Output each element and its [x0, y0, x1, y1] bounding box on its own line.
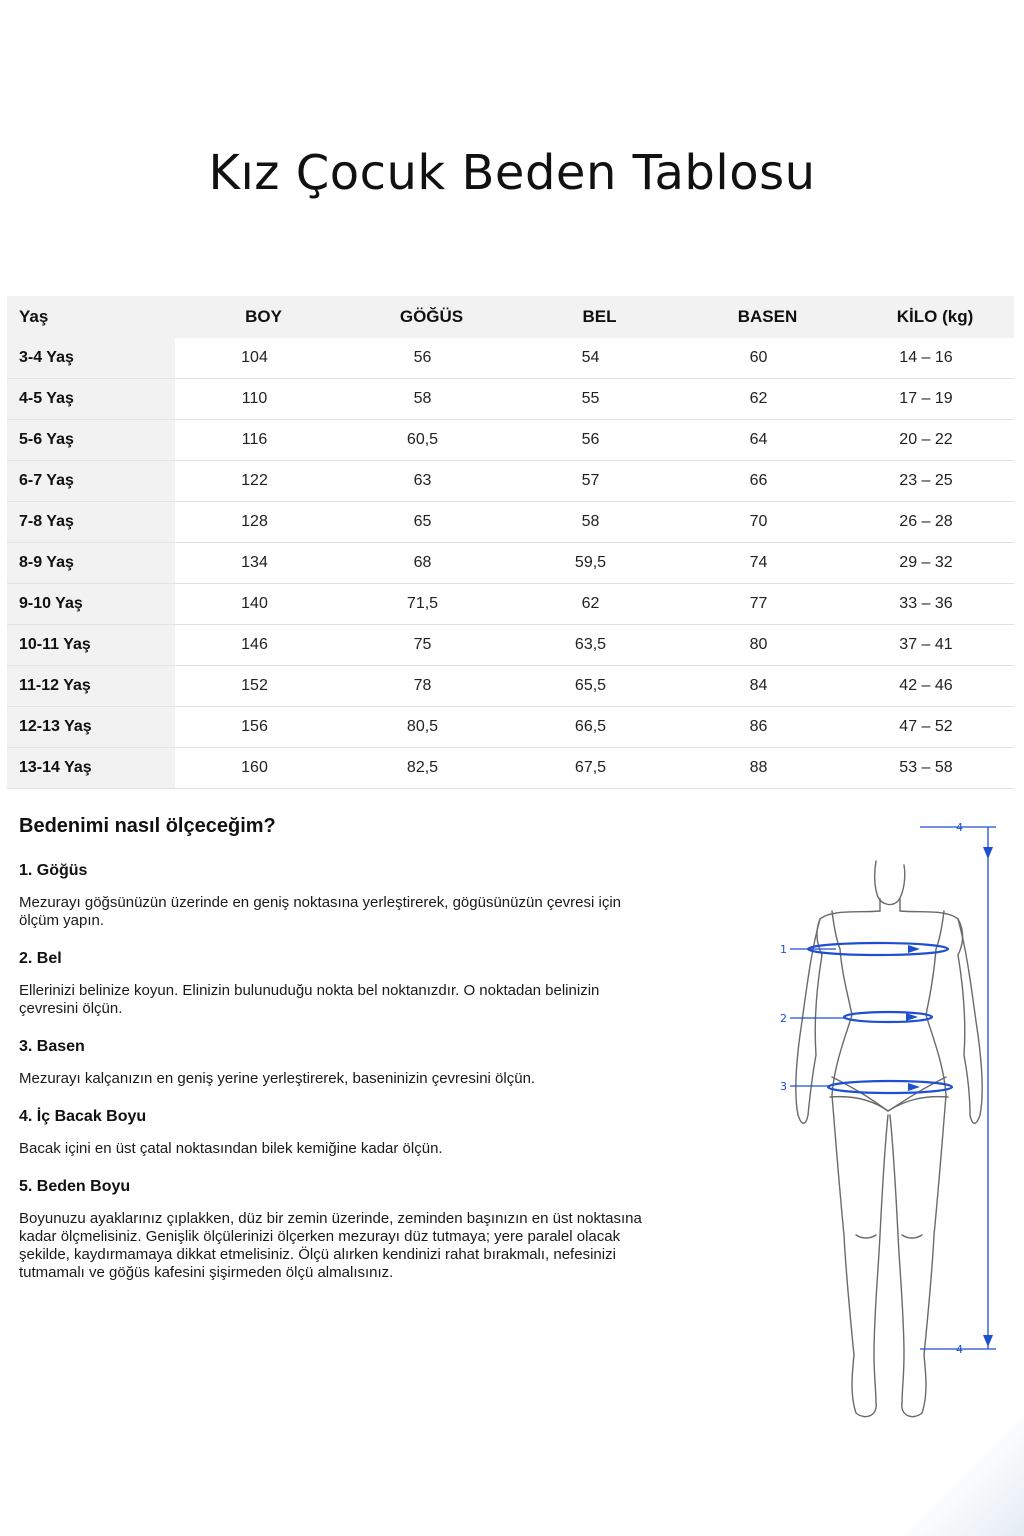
cell-age: 7-8 Yaş [7, 502, 175, 543]
cell-height: 140 [175, 584, 343, 625]
table-row [7, 707, 1014, 748]
cell-chest: 78 [343, 666, 511, 707]
table-row [7, 625, 1014, 666]
cell-weight: 29 – 32 [847, 543, 1014, 584]
cell-waist: 57 [511, 461, 679, 502]
table-row [7, 338, 1014, 379]
cell-age: 3-4 Yaş [7, 338, 175, 379]
cell-weight: 53 – 58 [847, 748, 1014, 789]
cell-waist: 67,5 [511, 748, 679, 789]
header-age: Yaş [7, 296, 175, 338]
table-row [7, 502, 1014, 543]
cell-hip: 74 [679, 543, 847, 584]
cell-waist: 55 [511, 379, 679, 420]
cell-hip: 80 [679, 625, 847, 666]
cell-age: 11-12 Yaş [7, 666, 175, 707]
guide-section-text: Mezurayı kalçanızın en geniş yerine yerleştirerek, baseninizin çevresini ölçün. [19, 1070, 536, 1087]
cell-chest: 65 [343, 502, 511, 543]
cell-hip: 60 [679, 338, 847, 379]
label-chest: 1 [780, 943, 787, 956]
table-row [7, 420, 1014, 461]
cell-height: 134 [175, 543, 343, 584]
cell-age: 13-14 Yaş [7, 748, 175, 789]
cell-waist: 66,5 [511, 707, 679, 748]
cell-waist: 62 [511, 584, 679, 625]
decorative-corner-shade [884, 1376, 1024, 1536]
chest-arrow-icon [908, 945, 920, 953]
cell-weight: 47 – 52 [847, 707, 1014, 748]
cell-hip: 70 [679, 502, 847, 543]
cell-waist: 65,5 [511, 666, 679, 707]
table-row [7, 461, 1014, 502]
cell-waist: 59,5 [511, 543, 679, 584]
cell-height: 146 [175, 625, 343, 666]
cell-height: 152 [175, 666, 343, 707]
header-chest: GÖĞÜS [343, 296, 511, 338]
cell-hip: 66 [679, 461, 847, 502]
guide-section-title: 2. Bel [19, 950, 62, 967]
figure-labels [780, 821, 963, 1356]
cell-height: 104 [175, 338, 343, 379]
header-waist: BEL [511, 296, 679, 338]
cell-age: 5-6 Yaş [7, 420, 175, 461]
hip-arrow-icon [908, 1083, 920, 1091]
guide-section-title: 5. Beden Boyu [19, 1178, 131, 1195]
label-waist: 2 [780, 1012, 787, 1025]
cell-height: 156 [175, 707, 343, 748]
cell-hip: 86 [679, 707, 847, 748]
label-hip: 3 [780, 1080, 787, 1093]
cell-chest: 68 [343, 543, 511, 584]
cell-age: 6-7 Yaş [7, 461, 175, 502]
cell-height: 128 [175, 502, 343, 543]
body-measurement-figure [770, 815, 1010, 1425]
table-row [7, 379, 1014, 420]
cell-age: 10-11 Yaş [7, 625, 175, 666]
cell-age: 4-5 Yaş [7, 379, 175, 420]
cell-waist: 54 [511, 338, 679, 379]
table-row [7, 666, 1014, 707]
cell-chest: 58 [343, 379, 511, 420]
guide-section-title: 1. Göğüs [19, 862, 88, 879]
cell-height: 160 [175, 748, 343, 789]
height-arrow-top-icon [983, 847, 993, 859]
cell-weight: 26 – 28 [847, 502, 1014, 543]
band-arrows [906, 945, 920, 1091]
table-row [7, 584, 1014, 625]
cell-hip: 64 [679, 420, 847, 461]
leader-lines [790, 827, 996, 1349]
cell-chest: 82,5 [343, 748, 511, 789]
cell-waist: 58 [511, 502, 679, 543]
cell-weight: 42 – 46 [847, 666, 1014, 707]
cell-hip: 84 [679, 666, 847, 707]
header-hip: BASEN [679, 296, 847, 338]
waist-band [844, 1012, 932, 1022]
cell-age: 8-9 Yaş [7, 543, 175, 584]
cell-weight: 37 – 41 [847, 625, 1014, 666]
header-height: BOY [175, 296, 343, 338]
size-table [7, 296, 1014, 789]
cell-weight: 33 – 36 [847, 584, 1014, 625]
cell-height: 110 [175, 379, 343, 420]
table-row [7, 543, 1014, 584]
hip-band [828, 1081, 952, 1093]
guide-section-inseam [19, 1108, 644, 1158]
page-title: Kız Çocuk Beden Tablosu [208, 145, 816, 201]
cell-hip: 77 [679, 584, 847, 625]
cell-chest: 75 [343, 625, 511, 666]
label-height-top: 4 [956, 821, 963, 834]
guide-section-text: Ellerinizi belinize koyun. Elinizin bulunuduğu nokta bel noktanızdır. O noktadan belinizin çevresini ölçün. [19, 982, 600, 1017]
cell-height: 122 [175, 461, 343, 502]
cell-hip: 88 [679, 748, 847, 789]
cell-chest: 71,5 [343, 584, 511, 625]
guide-section-text: Bacak içini en üst çatal noktasından bilek kemiğine kadar ölçün. [19, 1140, 443, 1157]
guide-section-title: 3. Basen [19, 1038, 85, 1055]
label-height-bottom: 4 [956, 1343, 963, 1356]
header-weight: KİLO (kg) [847, 296, 1014, 338]
cell-waist: 63,5 [511, 625, 679, 666]
cell-waist: 56 [511, 420, 679, 461]
table-row [7, 748, 1014, 789]
cell-chest: 56 [343, 338, 511, 379]
cell-chest: 63 [343, 461, 511, 502]
cell-hip: 62 [679, 379, 847, 420]
guide-section-hip [19, 1038, 644, 1088]
guide-section-chest [19, 862, 644, 930]
guide-section-body-height [19, 1178, 644, 1282]
measurement-guide [19, 815, 644, 1302]
cell-height: 116 [175, 420, 343, 461]
guide-section-text: Mezurayı göğsünüzün üzerinde en geniş noktasına yerleştirerek, gögüsünüzün çevresi için ölçüm yapın. [19, 894, 622, 929]
table-header-row [7, 296, 1014, 338]
cell-weight: 20 – 22 [847, 420, 1014, 461]
cell-weight: 23 – 25 [847, 461, 1014, 502]
guide-section-title: 4. İç Bacak Boyu [19, 1108, 147, 1125]
cell-weight: 17 – 19 [847, 379, 1014, 420]
cell-chest: 60,5 [343, 420, 511, 461]
height-arrow-bottom-icon [983, 1335, 993, 1347]
body-outline-illustration [770, 815, 1010, 1425]
guide-heading: Bedenimi nasıl ölçeceğim? [19, 815, 276, 837]
cell-weight: 14 – 16 [847, 338, 1014, 379]
cell-age: 12-13 Yaş [7, 707, 175, 748]
cell-age: 9-10 Yaş [7, 584, 175, 625]
guide-section-waist [19, 950, 644, 1018]
guide-section-text: Boyunuzu ayaklarınız çıplakken, düz bir zemin üzerinde, zeminden başınızın en üst noktasına kadar ölçmelisiniz. Genişlik ölçülerinizi ölçerken mezurayı düz tutmaya; yere paralel olacak şekilde, kaydırmamaya dikkat etmelisiniz. Ölçü alırken kendinizi rahat bırakmalı, nefesinizi tutmamalı ve göğüs kafesini şişirmeden ölçü almalısınız. [19, 1210, 642, 1281]
cell-chest: 80,5 [343, 707, 511, 748]
